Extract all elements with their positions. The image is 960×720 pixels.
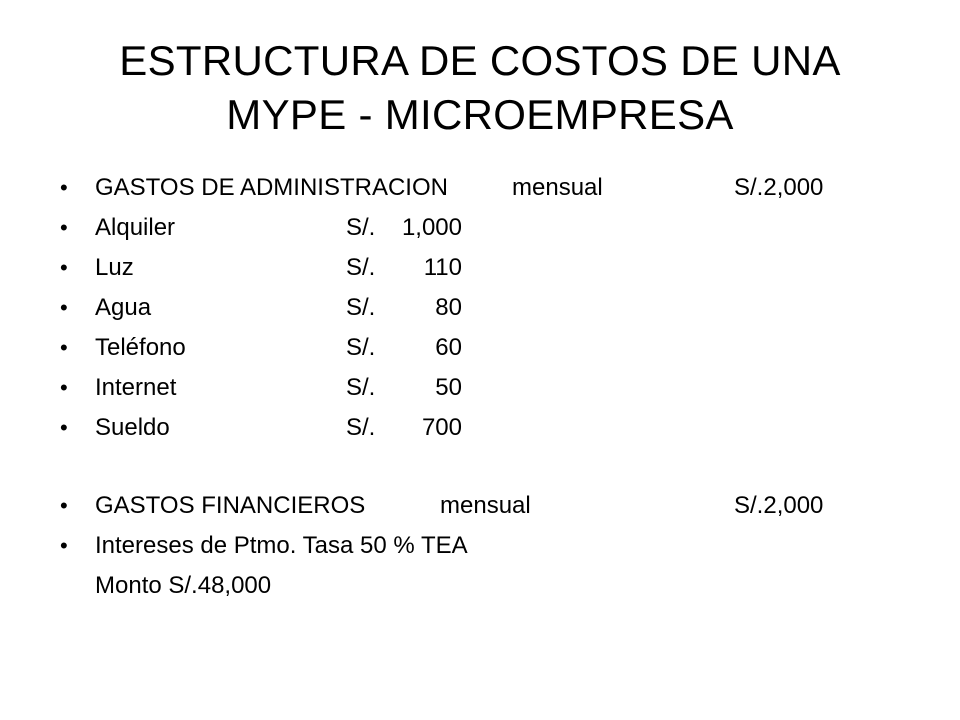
admin-expenses-label: GASTOS DE ADMINISTRACION bbox=[95, 174, 448, 201]
expense-item-label: Luz bbox=[95, 254, 134, 281]
expense-item-currency: S/. bbox=[346, 374, 376, 401]
bullet-icon: • bbox=[60, 335, 68, 360]
expense-item-amount: 60 bbox=[435, 334, 462, 361]
loan-interest-text: Intereses de Ptmo. Tasa 50 % TEA bbox=[95, 532, 468, 559]
expense-item-label: Teléfono bbox=[95, 334, 186, 361]
slide-title-line-1: ESTRUCTURA DE COSTOS DE UNA bbox=[119, 37, 841, 84]
financial-expenses-period: mensual bbox=[440, 492, 531, 519]
bullet-icon: • bbox=[60, 295, 68, 320]
bullet-icon: • bbox=[60, 493, 68, 518]
bullet-icon: • bbox=[60, 375, 68, 400]
expense-item-amount: 50 bbox=[435, 374, 462, 401]
financial-expenses-total: S/.2,000 bbox=[734, 492, 824, 519]
bullet-icon: • bbox=[60, 415, 68, 440]
slide-title-line-2: MYPE - MICROEMPRESA bbox=[226, 91, 734, 138]
expense-item-label: Sueldo bbox=[95, 414, 170, 441]
bullet-icon: • bbox=[60, 175, 68, 200]
expense-item-currency: S/. bbox=[346, 214, 376, 241]
expense-item-currency: S/. bbox=[346, 334, 376, 361]
admin-expenses-period: mensual bbox=[512, 174, 603, 201]
expense-item-label: Internet bbox=[95, 374, 177, 401]
bullet-icon: • bbox=[60, 255, 68, 280]
slide-title bbox=[60, 34, 900, 142]
expense-item-currency: S/. bbox=[346, 294, 376, 321]
expense-item-currency: S/. bbox=[346, 254, 376, 281]
loan-amount-text: Monto S/.48,000 bbox=[95, 572, 272, 599]
financial-expenses-label: GASTOS FINANCIEROS bbox=[95, 492, 366, 519]
expense-item-label: Alquiler bbox=[95, 214, 176, 241]
bullet-icon: • bbox=[60, 215, 68, 240]
admin-expenses-total: S/.2,000 bbox=[734, 174, 824, 201]
expense-item-currency: S/. bbox=[346, 414, 376, 441]
expense-item-amount: 110 bbox=[423, 254, 462, 281]
expense-item-label: Agua bbox=[95, 294, 152, 321]
expense-item-amount: 1,000 bbox=[401, 214, 462, 241]
bullet-icon: • bbox=[60, 533, 68, 558]
expense-item-amount: 80 bbox=[435, 294, 462, 321]
expense-item-amount: 700 bbox=[421, 414, 462, 441]
